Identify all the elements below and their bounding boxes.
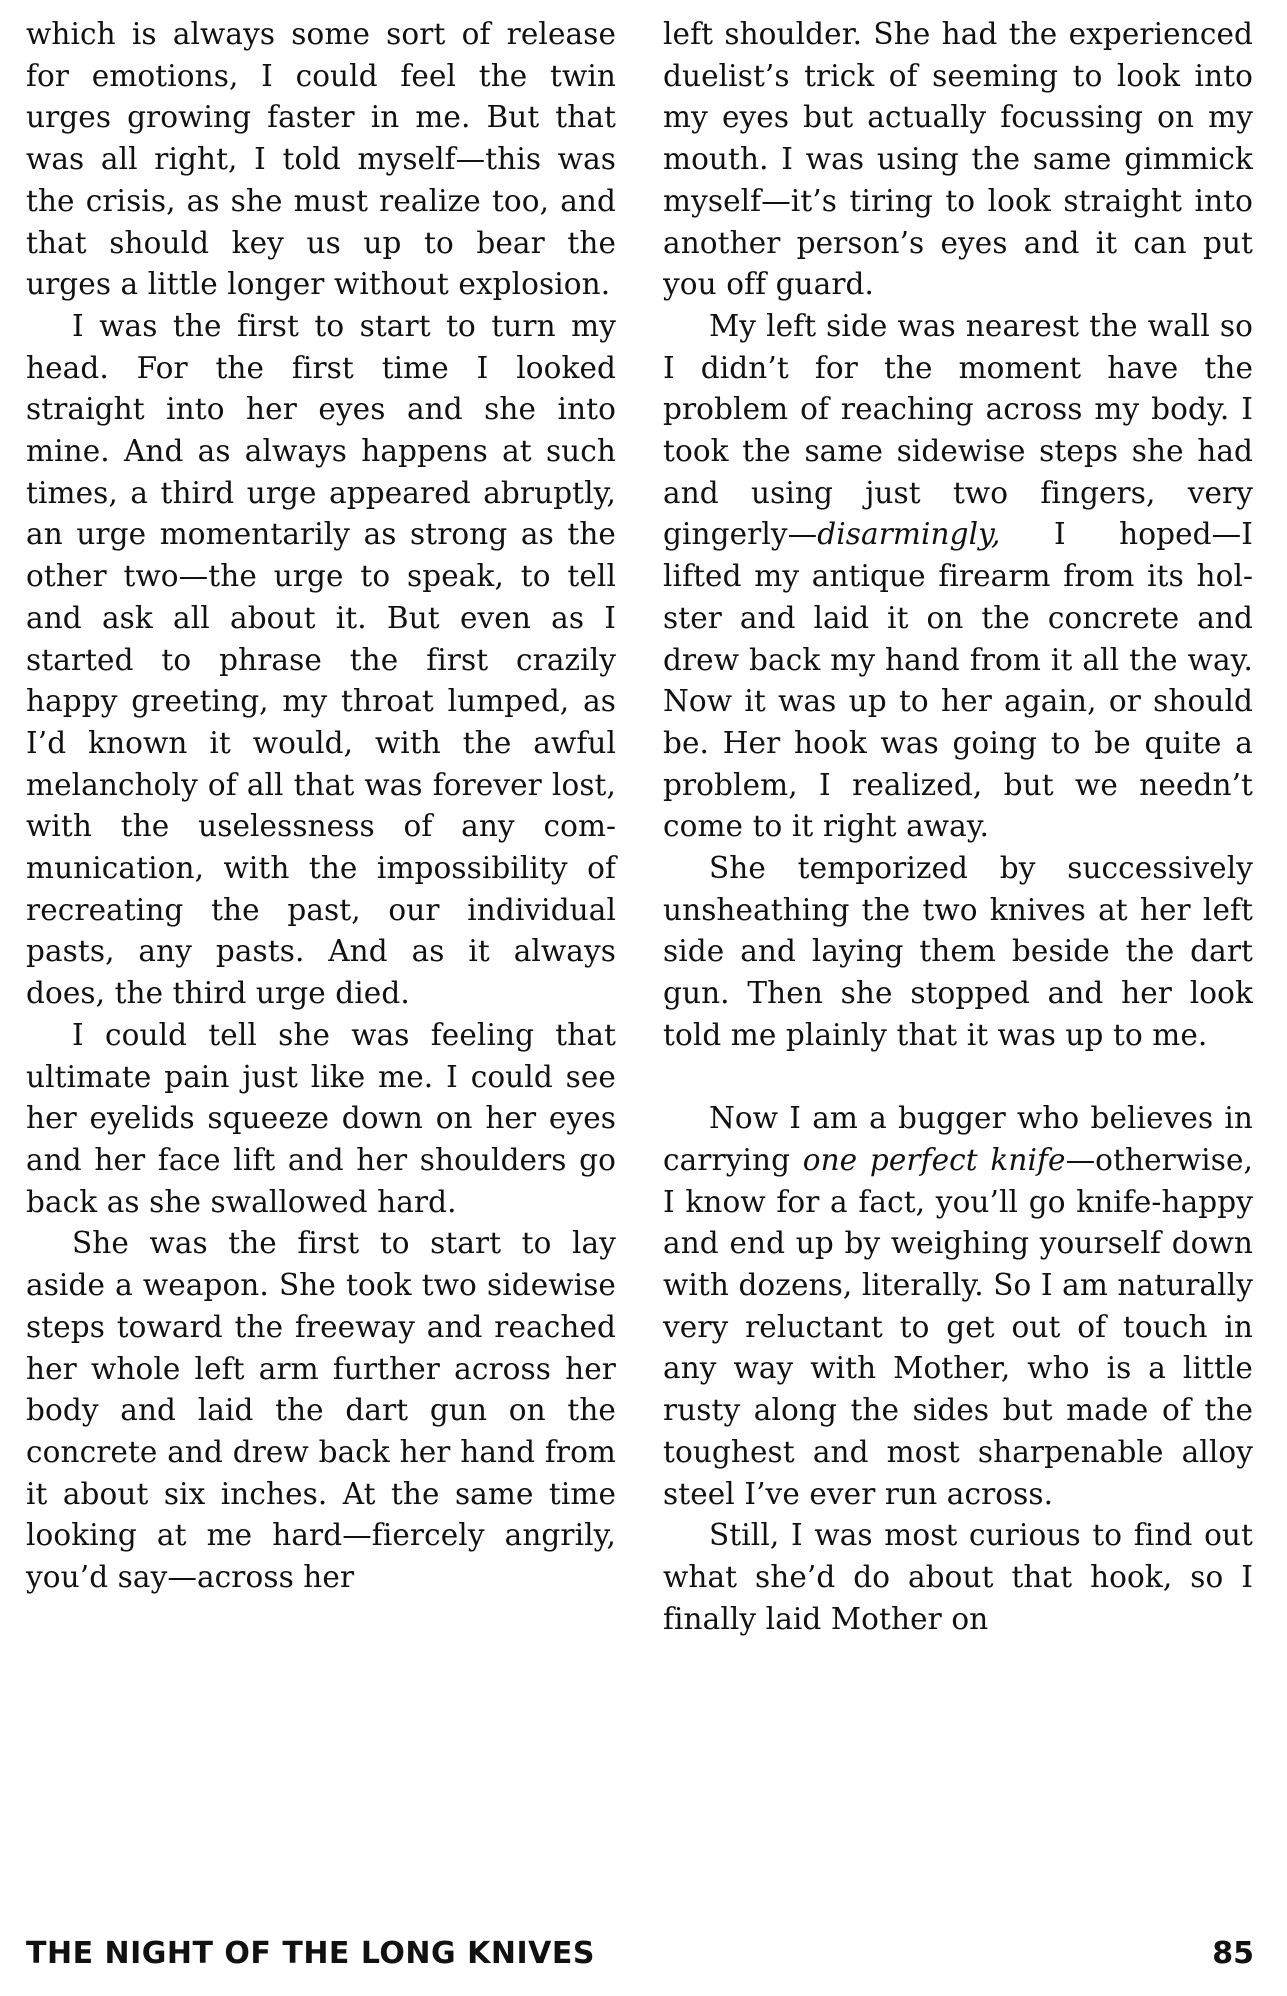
right-text-column	[663, 14, 1253, 1640]
page-footer	[26, 1932, 1254, 1976]
text-run: I hoped—I lifted my antique firearm from its holster and laid it on the concrete and drew back my hand from it all the way. Now it was up to her again, or should be. Her hook was going to be quite a problem, I realized, but we needn’t come to it right away.	[663, 517, 1253, 844]
text-run: —otherwise, I know for a fact, you’ll go knife-happy and end up by weighing yourself down with dozens, literally. So I am naturally very reluctant to get out of touch in any way with Mother, who is a little rusty along the sides but made of the toughest and most sharpenable alloy steel I’ve ever run across.	[663, 1142, 1253, 1511]
paragraph: left shoulder. She had the experienced duelist’s trick of seeming to look into my eyes but actually focussing on my mouth. I was using the same gimmick myself—it’s tiring to look straight into another person’s eyes and it can put you off guard.	[663, 17, 1253, 302]
text-run: Now I am a bugger who believes in carrying	[663, 1101, 1253, 1177]
paragraph: which is always some sort of release for emotions, I could feel the twin urges growing faster in me. But that was all right, I told myself—this was the crisis, as she must realize too, and that should key us up to bear the urges a little longer without explosion.	[26, 17, 616, 302]
italic-text: one perfect knife	[802, 1142, 1066, 1177]
paragraph: I could tell she was feeling that ultimate pain just like me. I could see her eyelids squeeze down on her eyes and her face lift and her shoulders go back as she swallowed hard.	[26, 1017, 616, 1219]
running-title: THE NIGHT OF THE LONG KNIVES	[26, 1936, 595, 1971]
text-run: My left side was nearest the wall so I didn’t for the moment have the problem of reaching across my body. I took the same sidewise steps she had and using just two fingers, very gingerly—	[663, 308, 1253, 552]
paragraph: She was the first to start to lay aside a weapon. She took two sidewise steps toward the freeway and reached her whole left arm further across her body and laid the dart gun on the concrete and drew back her hand from it about six inches. At the same time looking at me hard—fiercely angrily, you’d say—across her	[26, 1226, 616, 1595]
paragraph	[663, 1098, 1253, 1515]
page-number: 85	[1212, 1936, 1254, 1971]
paragraph: Still, I was most curious to find out what she’d do about that hook, so I finally laid Mother on	[663, 1518, 1253, 1636]
paragraph	[663, 306, 1253, 848]
italic-text: disarmingly,	[817, 517, 1001, 552]
left-text-column	[26, 14, 616, 1599]
paragraph: I was the first to start to turn my head. For the first time I looked straight into her eyes and she into mine. And as always happens at such times, a third urge appeared abruptly, an urge momentarily as strong as the other two—the urge to speak, to tell and ask all about it. But even as I started to phrase the first crazily happy greeting, my throat lumped, as I’d known it would, with the awful melancholy of all that was forever lost, with the uselessness of any communication, with the impossibility of recreating the past, our individual pasts, any pasts. And as it always does, the third urge died.	[26, 308, 616, 1011]
paragraph: She temporized by successively unsheathing the two knives at her left side and laying them beside the dart gun. Then she stopped and her look told me plainly that it was up to me.	[663, 851, 1253, 1052]
